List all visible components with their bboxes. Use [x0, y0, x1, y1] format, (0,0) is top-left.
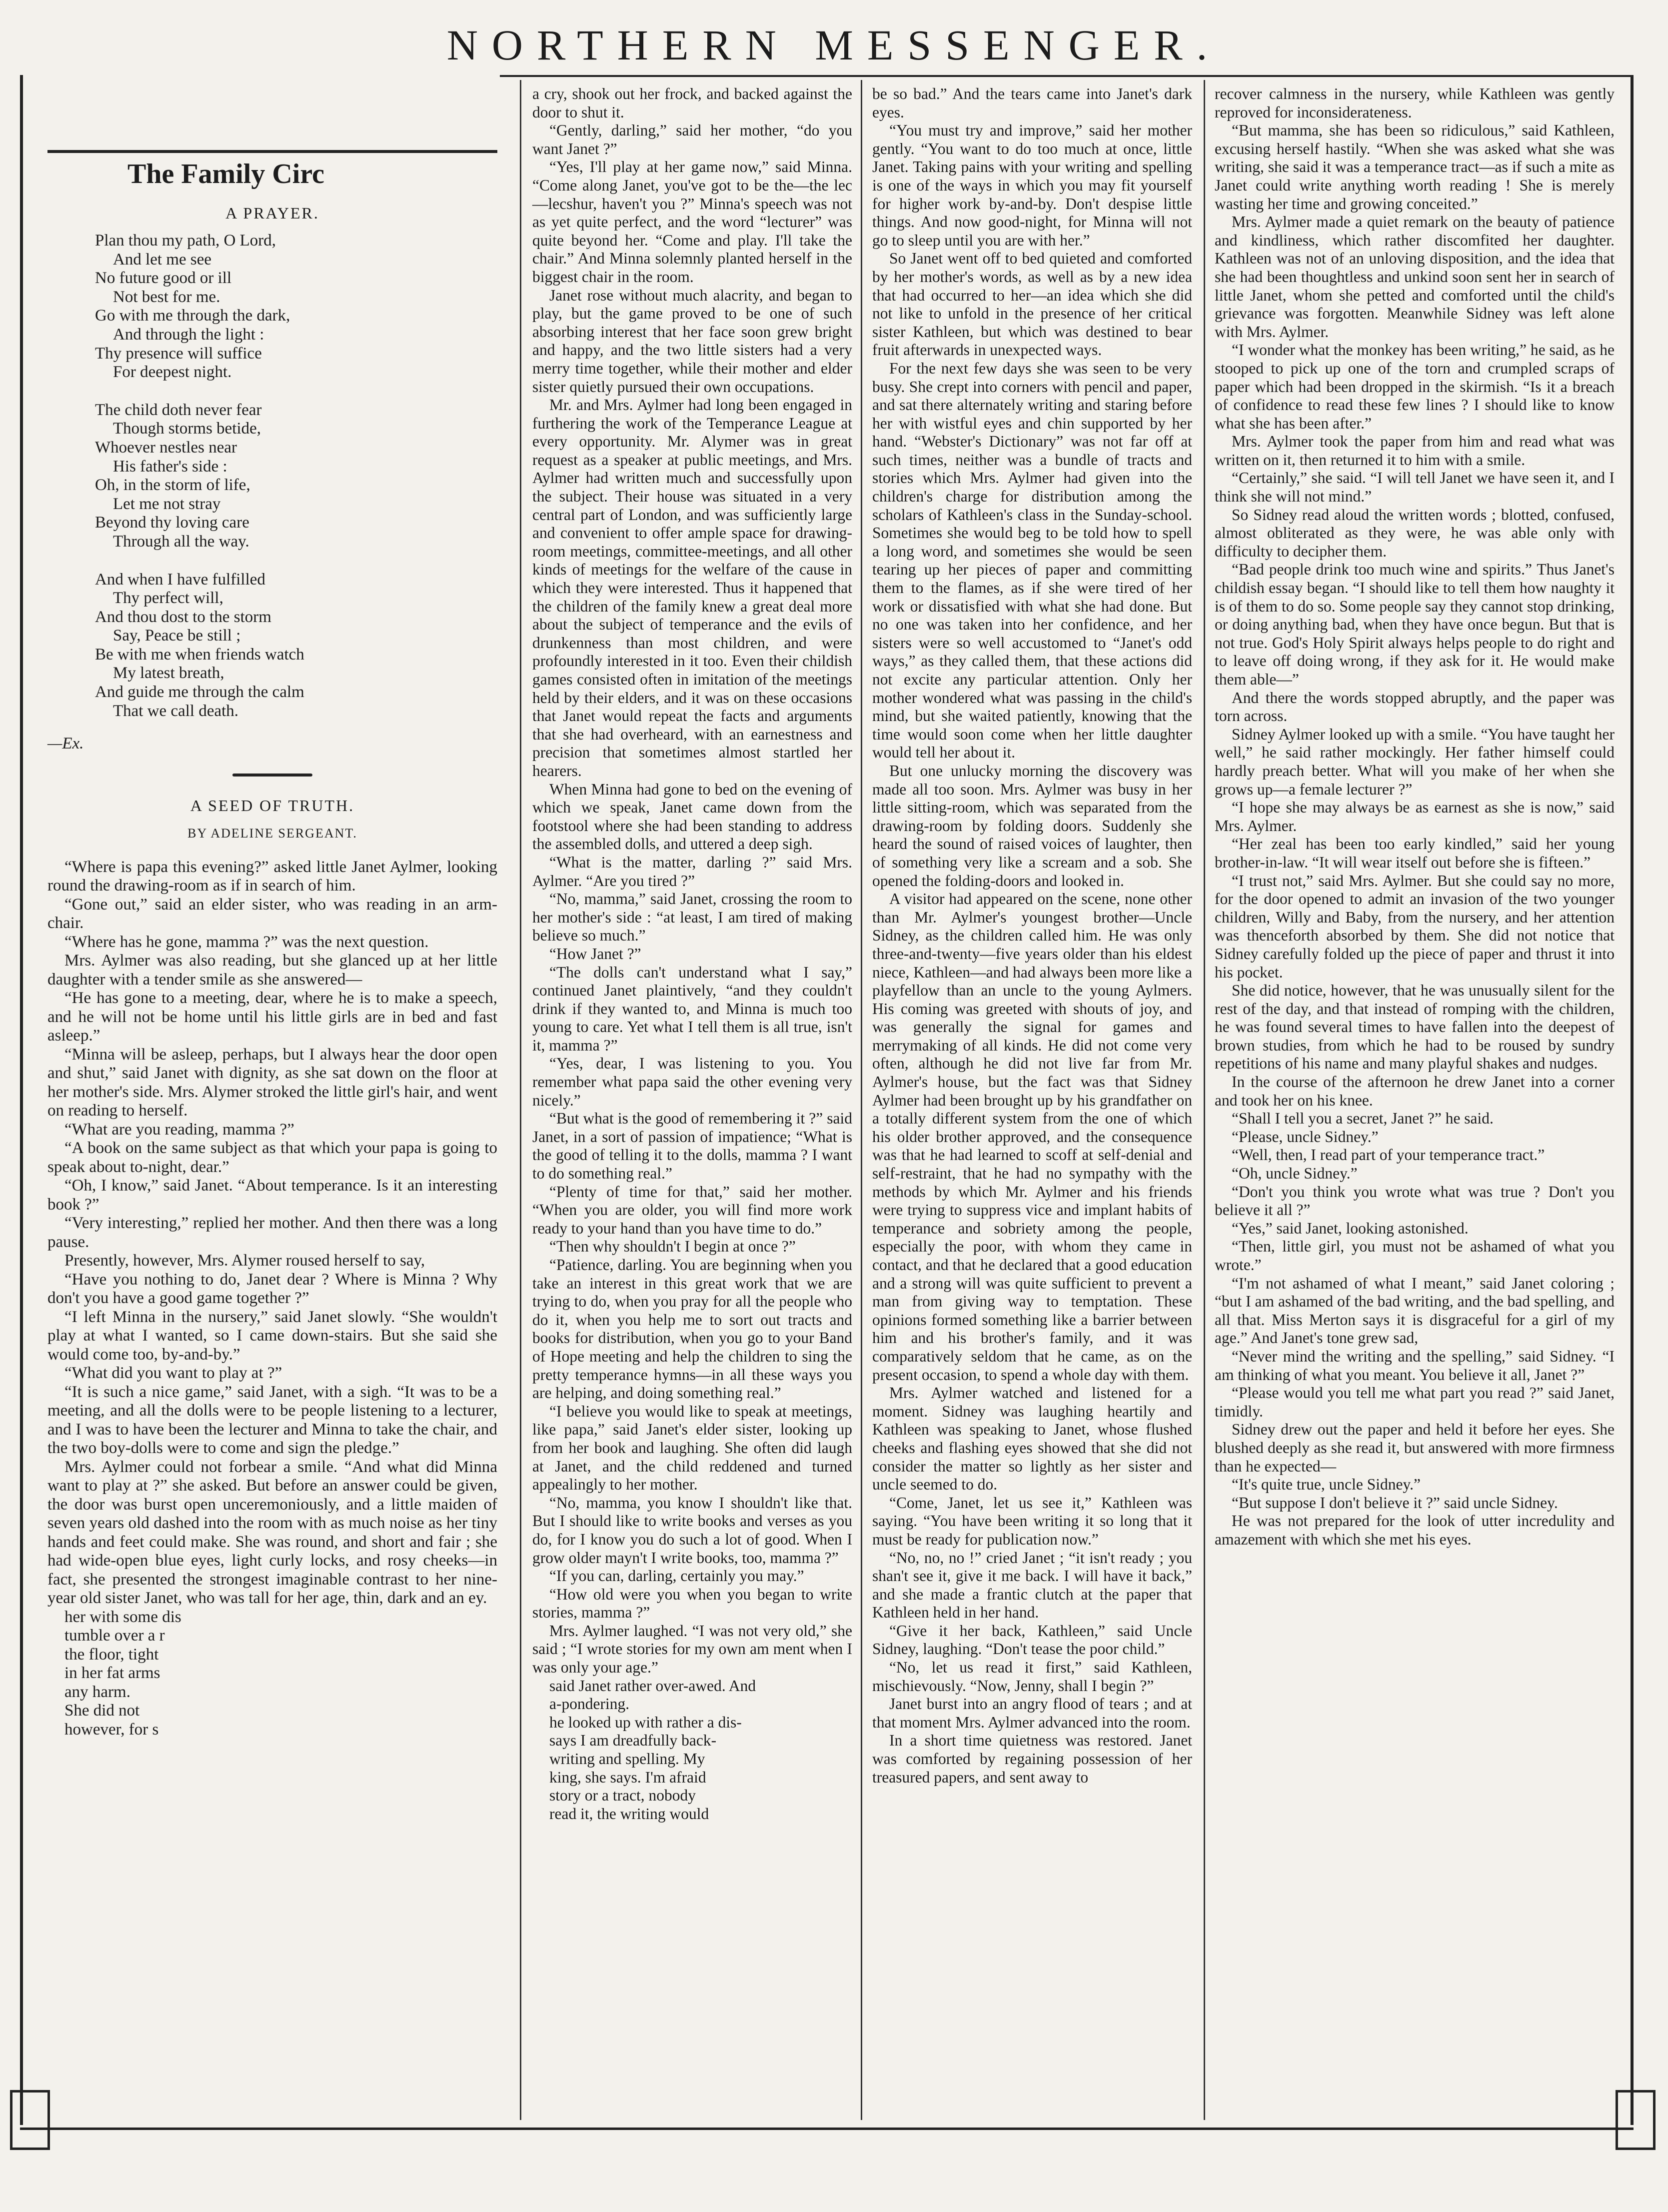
story-paragraph: “Then, little girl, you must not be ashamed of what you wrote.” [1215, 1238, 1615, 1274]
section-title-text: The Family Circ [127, 158, 325, 190]
story-paragraph: Mrs. Aylmer watched and listened for a moment. Sidney was laughing heartily and Kathleen was speaking to Janet, whose flushed cheeks and flashing eyes showed that she did not consider the matter so lightly as her sister and uncle seemed to do. [872, 1384, 1192, 1494]
column-1 [47, 130, 497, 1739]
story-paragraph: Sidney Aylmer looked up with a smile. “You have taught her well,” he said rather mockingly. Her father himself could hardly preach better. What will you make of her when she grows up—a female lecturer ?” [1215, 725, 1615, 798]
story-paragraph: however, for s [64, 1720, 159, 1738]
poem-line: That we call death. [113, 702, 239, 720]
story-paragraph: “Gone out,” said an elder sister, who was reading in an arm-chair. [47, 895, 497, 932]
poem-line: My latest breath, [113, 664, 224, 682]
story-paragraph: “Minna will be asleep, perhaps, but I always hear the door open and shut,” said Janet with dignity, as she sat down on the floor at her mother's side. Mrs. Alymer stroked the little girl's hair, and went on reading to herself. [47, 1045, 497, 1120]
story-paragraph: “Gently, darling,” said her mother, “do you want Janet ?” [532, 122, 852, 158]
story-title: A SEED OF TRUTH. [190, 796, 355, 814]
story-paragraph: “I'm not ashamed of what I meant,” said Janet coloring ; “but I am ashamed of the bad writing, and the bad spelling, and all that. Miss Merton says it is disgraceful for a girl of my age.” And Janet's tone grew sad, [1215, 1274, 1615, 1347]
section-divider [232, 774, 312, 776]
story-paragraph: “Where has he gone, mamma ?” was the next question. [64, 932, 429, 951]
story-paragraph: “Please would you tell me what part you read ?” said Janet, timidly. [1215, 1384, 1615, 1420]
story-byline: BY ADELINE SERGEANT. [187, 826, 357, 841]
story-paragraph: She did not [64, 1702, 140, 1720]
story-paragraph: “Have you nothing to do, Janet dear ? Where is Minna ? Why don't you have a good game together ?” [47, 1270, 497, 1308]
story-paragraph: “Bad people drink too much wine and spirits.” Thus Janet's childish essay began. “I should like to tell them how naughty it is of them to do so. Some people say they cannot stop drinking, or doing anything bad, when they have once begun. But that is not true. God's Holy Spirit always helps people to do right and to leave off doing wrong, if they ask for it. He would make them able—” [1215, 560, 1615, 688]
story-paragraph: “Shall I tell you a secret, Janet ?” he said. [1232, 1110, 1494, 1128]
story-paragraph: tumble over a r [64, 1626, 165, 1645]
story-paragraph: “Oh, uncle Sidney.” [1232, 1164, 1358, 1182]
poem-line: Let me not stray [113, 494, 221, 513]
story-paragraph: Mrs. Aylmer could not forbear a smile. “And what did Minna want to play at ?” she asked. But before an answer could be given, the door was burst open unceremoniously, and a little maiden of seven years old dashed into the room with as much noise as her tiny hands and feet could make. She was round, and short and fair ; she had wide-open blue eyes, light curly locks, and rosy cheeks—in fact, she presented the strongest imaginable contrast to her nine-year old sister Janet, who was tall for her age, thin, dark and an ey. [47, 1458, 497, 1608]
poem-line: Thy presence will suffice [95, 344, 262, 362]
story-paragraph: “Patience, darling. You are beginning when you take an interest in this great work that we are trying to do, when you pray for all the people who do it, when you help me to sort out tracts and books for distribution, when you go to your Band of Hope meeting and help the children to sing the pretty temperance hymns—in all these ways you are helping, and doing something real.” [532, 1256, 852, 1402]
story-paragraph: For the next few days she was seen to be very busy. She crept into corners with pencil and paper, and sat there alternately writing and staring before her with wistful eyes and chin supported by her hand. “Webster's Dictionary” was not far off at such times, neither was a bundle of tracts and stories which Mrs. Aylmer had given into the children's charge for distribution among the scholars of Kathleen's class in the Sunday-school. Sometimes she would beg to be told how to spell a long word, and sometimes she would be seen tearing up her pieces of paper and committing them to the flames, as if she were tired of her work or dissatisfied with what she had done. But no one was taken into her confidence, and her sisters were so well accustomed to “Janet's odd ways,” as they called them, that these actions did not excite any particular attention. Only her mother wondered what was passing in the child's mind, but she waited patiently, knowing that the time would soon come when her little daughter would tell her about it. [872, 359, 1192, 762]
story-paragraph: “But what is the good of remembering it ?” said Janet, in a sort of passion of impatience; “What is the good of telling it to the dolls, mamma ? I want to do something real.” [532, 1110, 852, 1182]
story-paragraph: says I am dreadfully back- [549, 1732, 717, 1750]
poem-line: Oh, in the storm of life, [95, 476, 250, 494]
story-paragraph: “Yes, dear, I was listening to you. You remember what papa said the other evening very nicely.” [532, 1054, 852, 1109]
story-paragraph: A visitor had appeared on the scene, none other than Mr. Aylmer's youngest brother—Uncle Sidney, as the children called him. He was only three-and-twenty—five years older than his eldest niece, Kathleen—and had always been more like a playfellow than an uncle to the young Aylmers. His coming was greeted with shouts of joy, and was generally the signal for games and merrymaking of all kinds. He did not come very often, although he did not live far from Mr. Aylmer's house, but the fact was that Sidney Aylmer had been brought up by his grandfather on a totally different system from the one of which his older brother approved, and the consequence was that he had learned to scoff at self-denial and self-restraint, that he had no sympathy with the methods by which Mr. Aylmer and his friends were trying to suppress vice and implant habits of temperance and sobriety among the people, especially the poor, with whom they came in contact, and that he declared that a good education and a strong will was quite sufficient to prevent a man from giving way to temptation. These opinions formed something like a barrier between him and his brother's family, and it was comparatively seldom that he came, as on the present occasion, to spend a whole day with them. [872, 890, 1192, 1384]
story-paragraph: “It is such a nice game,” said Janet, with a sigh. “It was to be a meeting, and all the dolls were to be people listening to a lecturer, and I was to have been the lecturer and Minna to take the chair, and the two boy-dolls were to come and sign the pledge.” [47, 1382, 497, 1458]
story-paragraph: “Where is papa this evening?” asked little Janet Aylmer, looking round the drawing-room as if in search of him. [47, 858, 497, 895]
story-paragraph: “If you can, darling, certainly you may.” [549, 1567, 804, 1585]
column-rule [861, 80, 862, 2120]
story-paragraph: her with some dis [64, 1608, 181, 1626]
section-title [127, 158, 497, 190]
poem-line: Though storms betide, [113, 420, 261, 438]
story-paragraph: a-pondering. [549, 1695, 630, 1713]
page-border-right [1631, 75, 1634, 2125]
poem-line: And when I have fulfilled [95, 570, 265, 588]
page-border-bottom [20, 2128, 1634, 2130]
story-paragraph: And there the words stopped abruptly, and the paper was torn across. [1215, 688, 1615, 725]
story-paragraph: She did notice, however, that he was unusually silent for the rest of the day, and that instead of romping with the children, he was found several times to have fallen into the deepest of brown studies, from which he had to be roused by sundry repetitions of his name and many playful shakes and nudges. [1215, 982, 1615, 1072]
story-paragraph: in her fat arms [64, 1664, 160, 1682]
story-paragraph: any harm. [64, 1682, 130, 1701]
story-paragraph: “But mamma, she has been so ridiculous,” said Kathleen, excusing herself hastily. “When she was asked what she was writing, she said it was a temperance tract—as if such a mite as Janet could write anything worth reading ! She is merely wasting her time and growing conceited.” [1215, 122, 1615, 212]
story-paragraph: So Sidney read aloud the written words ; blotted, confused, almost obliterated as they were, he was able only with difficulty to decipher them. [1215, 506, 1615, 560]
poem-stanza [95, 570, 497, 721]
poem-line: And through the light : [113, 325, 264, 344]
poem-line: No future good or ill [95, 269, 232, 288]
story-paragraph: he looked up with rather a dis- [549, 1713, 742, 1731]
story-paragraph: “Give it her back, Kathleen,” said Uncle Sidney, laughing. “Don't tease the poor child.” [872, 1622, 1192, 1658]
story-paragraph: In the course of the afternoon he drew Janet into a corner and took her on his knee. [1215, 1073, 1615, 1109]
story-paragraph: Mrs. Aylmer took the paper from him and read what was written on it, then returned it to him with a smile. [1215, 432, 1615, 468]
story-paragraph: Sidney drew out the paper and held it before her eyes. She blushed deeply as she read it, but answered with more firmness than he expected— [1215, 1420, 1615, 1475]
story-paragraph: “The dolls can't understand what I say,” continued Janet plaintively, “and they couldn't drink if they wanted to, and Minna is much too young to care. Yet what I tell them is all true, isn't it, mamma ?” [532, 963, 852, 1054]
poem-line: His father's side : [113, 457, 227, 476]
story-paragraph: He was not prepared for the look of utter incredulity and amazement with which she met his eyes. [1215, 1512, 1615, 1548]
poem-line: Be with me when friends watch [95, 645, 304, 664]
story-paragraph: Presently, however, Mrs. Alymer roused herself to say, [64, 1252, 425, 1270]
story-paragraph: Mrs. Aylmer was also reading, but she glanced up at her little daughter with a tender smile as she answered— [47, 952, 497, 988]
column-2 [532, 85, 852, 1823]
story-paragraph: Mr. and Mrs. Aylmer had long been engaged in furthering the work of the Temperance League at every opportunity. Mr. Alymer was in great request as a speaker at public meetings, and Mrs. Aylmer had written much and successfully upon the subject. Their house was situated in a very central part of London, and was sufficiently large and convenient to offer ample space for drawing-room meetings, committee-meetings, and all other kinds of meetings for the welfare of the cause in which they were interested. Thus it happened that the children of the family knew a great deal more about the subject of temperance and the evils of drunkenness than most children, and were profoundly interested in it too. Even their childish games consisted often in imitation of the meetings held by their elders, and it was on these occasions that Janet would repeat the facts and arguments that she had overheard, with an earnestness and precision that sometimes almost startled her hearers. [532, 396, 852, 780]
story-paragraph: So Janet went off to bed quieted and comforted by her mother's words, as well as by a new idea that had occurred to her—an idea which she did not like to unfold in the presence of her critical sister Kathleen, but which was destined to bear fruit afterwards in unexpected ways. [872, 250, 1192, 359]
poem-stanza [95, 232, 497, 382]
poem-line: Thy perfect will, [113, 589, 223, 608]
story-paragraph: “I believe you would like to speak at meetings, like papa,” said Janet's elder sister, looking up from her book and laughing. She often did laugh at Janet, and the child reddened and turned appealingly to her mother. [532, 1402, 852, 1494]
story-paragraph: “No, mamma,” said Janet, crossing the room to her mother's side : “at least, I am tired of making believe so much.” [532, 890, 852, 944]
story-paragraph: “No, let us read it first,” said Kathleen, mischievously. “Now, Jenny, shall I begin ?” [872, 1658, 1192, 1694]
story-paragraph: “But suppose I don't believe it ?” said uncle Sidney. [1232, 1494, 1558, 1512]
story-paragraph: said Janet rather over-awed. And [549, 1676, 756, 1694]
story-paragraph: “Her zeal has been too early kindled,” said her young brother-in-law. “It will wear itself out before she is fifteen.” [1215, 835, 1615, 871]
story-paragraph: Mrs. Aylmer laughed. “I was not very old,” she said ; “I wrote stories for my own am ment when I was only your age.” [532, 1622, 852, 1676]
story-paragraph: In a short time quietness was restored. Janet was comforted by regaining possession of her treasured papers, and sent away to [872, 1732, 1192, 1786]
story-paragraph: “What is the matter, darling ?” said Mrs. Aylmer. “Are you tired ?” [532, 853, 852, 890]
corner-ornament-left [10, 2090, 50, 2150]
story-paragraph: a cry, shook out her frock, and backed against the door to shut it. [532, 85, 852, 121]
story-paragraph: “Then why shouldn't I begin at once ?” [549, 1238, 796, 1256]
story-paragraph: “How old were you when you began to write stories, mamma ?” [532, 1585, 852, 1622]
poem-line: Beyond thy loving care [95, 514, 249, 532]
corner-ornament-right [1616, 2090, 1656, 2150]
story-paragraph: recover calmness in the nursery, while Kathleen was gently reproved for inconsiderateness. [1215, 85, 1615, 121]
story-paragraph: writing and spelling. My [549, 1750, 705, 1768]
poem-source: —Ex. [47, 734, 84, 753]
poem-line: Through all the way. [113, 532, 249, 550]
story-paragraph: “I hope she may always be as earnest as she is now,” said Mrs. Aylmer. [1215, 798, 1615, 834]
story-paragraph: “What did you want to play at ?” [64, 1364, 282, 1382]
story-paragraph: “He has gone to a meeting, dear, where he is to make a speech, and he will not be home until his little girls are in bed and fast asleep.” [47, 989, 497, 1045]
poem-body [95, 232, 497, 720]
poem-line: And thou dost to the storm [95, 608, 271, 626]
poem-line: Whoever nestles near [95, 438, 237, 456]
poem-line: And let me see [113, 250, 212, 268]
story-paragraph: “Certainly,” she said. “I will tell Janet we have seen it, and I think she will not mind.” [1215, 469, 1615, 506]
story-paragraph: “I wonder what the monkey has been writing,” he said, as he stooped to pick up one of the torn and crumpled scraps of paper which had been dropped in the skirmish. “Is it a breach of confidence to read these few lines ? I should like to know what she has been after.” [1215, 341, 1615, 432]
masthead-rule [500, 75, 1631, 77]
story-paragraph: “Don't you think you wrote what was true ? Don't you believe it all ?” [1215, 1182, 1615, 1219]
story-paragraph: “I trust not,” said Mrs. Aylmer. But she could say no more, for the door opened to admit an invasion of the two younger children, Willy and Baby, from the nursery, and her attention was thenceforth absorbed by them. She did not notice that Sidney carefully folded up the piece of paper and thrust it into his pocket. [1215, 872, 1615, 981]
poem-line: Go with me through the dark, [95, 306, 290, 325]
story-paragraph: “I left Minna in the nursery,” said Janet slowly. “She wouldn't play at what I wanted, so I came down-stairs. But she said she would come too, by-and-by.” [47, 1308, 497, 1364]
story-paragraph: “Well, then, I read part of your temperance tract.” [1232, 1146, 1545, 1164]
story-paragraph: “It's quite true, uncle Sidney.” [1232, 1476, 1421, 1494]
story-paragraph: “No, no, no !” cried Janet ; “it isn't ready ; you shan't see it, give it me back. I will have it back,” and she made a frantic clutch at the paper that Kathleen held in her hand. [872, 1548, 1192, 1622]
poem-line: Say, Peace be still ; [113, 626, 241, 645]
story-paragraph: be so bad.” And the tears came into Janet's dark eyes. [872, 85, 1192, 121]
story-paragraph: “You must try and improve,” said her mother gently. “You want to do too much at once, little Janet. Taking pains with your writing and spelling is one of the ways in which you may fit yourself for higher work by-and-by. Don't despise little things. And now good-night, for Minna will not go to sleep until you are with her.” [872, 122, 1192, 249]
poem-stanza [95, 401, 497, 552]
story-paragraph: “What are you reading, mamma ?” [64, 1120, 294, 1138]
story-paragraph: When Minna had gone to bed on the evening of which we speak, Janet came down from the footstool where she had been standing to address the assembled dolls, and uttered a deep sigh. [532, 780, 852, 853]
story-paragraph: “Plenty of time for that,” said her mother. “When you are older, you will find more work ready to your hand than you have time to do.” [532, 1182, 852, 1237]
story-paragraph: the floor, tight [64, 1645, 159, 1664]
masthead-title: NORTHERN MESSENGER. [446, 21, 1222, 69]
poem-line: Not best for me. [113, 288, 220, 306]
poem-line: Plan thou my path, O Lord, [95, 232, 276, 250]
poem-title: A PRAYER. [225, 204, 319, 222]
story-paragraph: “Oh, I know,” said Janet. “About temperance. Is it an interesting book ?” [47, 1176, 497, 1214]
story-paragraph: Mrs. Aylmer made a quiet remark on the beauty of patience and kindliness, which rather discomfited her daughter. Kathleen was not of an unloving disposition, and the idea that she had been thoughtless and unkind soon sent her in search of little Janet, whom she petted and comforted until the child's grievance was forgotten. Meanwhile Sidney was left alone with Mrs. Aylmer. [1215, 213, 1615, 340]
story-paragraph: “A book on the same subject as that which your papa is going to speak about to-night, dear.” [47, 1139, 497, 1176]
story-paragraph: “Never mind the writing and the spelling,” said Sidney. “I am thinking of what you meant. You believe it all, Janet ?” [1215, 1347, 1615, 1384]
page-border-left [20, 75, 23, 2125]
column-rule [520, 80, 521, 2120]
story-paragraph: “No, mamma, you know I shouldn't like that. But I should like to write books and verses as you do, for I know you do such a lot of good. When I grow older mayn't I write books, too, mamma ?” [532, 1494, 852, 1566]
story-paragraph: “Yes,” said Janet, looking astonished. [1232, 1219, 1469, 1237]
story-paragraph: “Please, uncle Sidney.” [1232, 1128, 1379, 1146]
column-3 [872, 85, 1192, 1786]
story-column-1-body [47, 858, 497, 1740]
story-paragraph: “How Janet ?” [549, 944, 641, 962]
story-paragraph: But one unlucky morning the discovery was made all too soon. Mrs. Aylmer was busy in her little sitting-room, which was separated from the drawing-room by folding doors. Suddenly she heard the sound of raised voices of laughter, then of something very like a scream and a sob. She opened the folding-doors and looked in. [872, 762, 1192, 890]
poem-line: And guide me through the calm [95, 683, 304, 702]
story-paragraph: read it, the writing would [549, 1804, 709, 1822]
story-paragraph: Janet burst into an angry flood of tears ; and at that moment Mrs. Aylmer advanced into the room. [872, 1695, 1192, 1731]
story-paragraph: story or a tract, nobody [549, 1786, 696, 1804]
story-paragraph: “Very interesting,” replied her mother. And then there was a long pause. [47, 1214, 497, 1251]
column-rule [1204, 80, 1205, 2120]
story-paragraph: “Yes, I'll play at her game now,” said Minna. “Come along Janet, you've got to be the—the lec—lecshur, haven't you ?” Minna's speech was not as yet quite perfect, and the word “lecturer” was quite beyond her. “Come and play. I'll take the chair.” And Minna solemnly planted herself in the biggest chair in the room. [532, 158, 852, 286]
story-paragraph: king, she says. I'm afraid [549, 1768, 706, 1786]
poem-line: For deepest night. [113, 363, 232, 382]
column-4 [1215, 85, 1615, 1549]
story-paragraph: Janet rose without much alacrity, and began to play, but the game proved to be one of such absorbing interest that her face soon grew bright and happy, and the two little sisters had a very merry time together, while their mother and elder sister quietly pursued their own occupations. [532, 286, 852, 396]
story-paragraph: “Come, Janet, let us see it,” Kathleen was saying. “You have been writing it so long that it must be ready for publication now.” [872, 1494, 1192, 1548]
poem-line: The child doth never fear [95, 400, 262, 419]
